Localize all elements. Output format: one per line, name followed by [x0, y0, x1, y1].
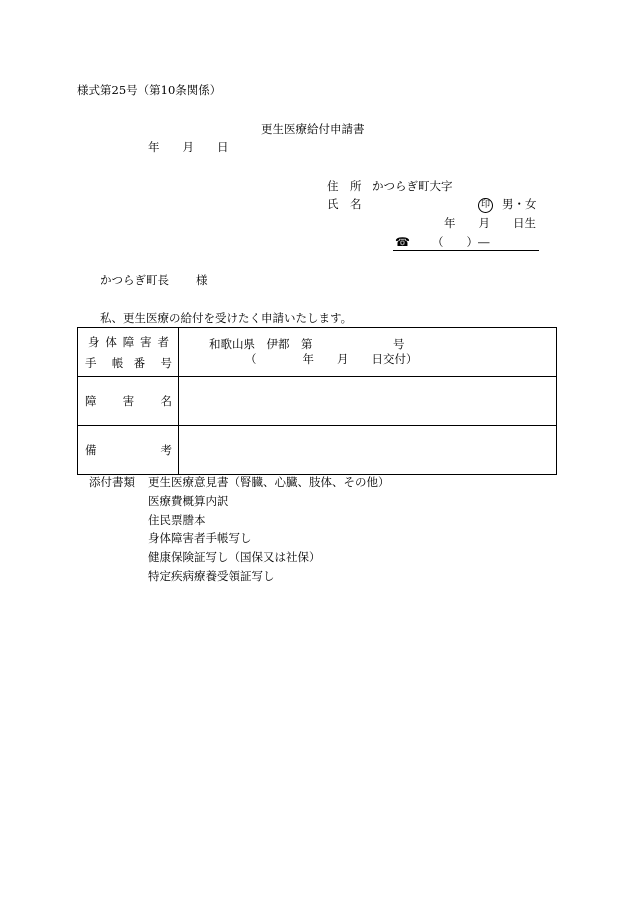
address-label: 住 所 [327, 179, 362, 193]
handbook-issuer: 和歌山県 伊都 第 号 [209, 337, 405, 351]
seal-icon: 印 [478, 198, 493, 213]
attachment-item: 特定疾病療養受領証写し [148, 569, 275, 583]
handbook-label: 身 体 障 害 者 手 帳 番 号 [78, 328, 179, 377]
disability-row [78, 377, 557, 426]
addressee-honorific: 様 [196, 273, 208, 287]
handbook-number-field[interactable] [179, 328, 557, 377]
attachments-label: 添付書類 [89, 475, 135, 489]
phone-number: （ ）― [432, 235, 490, 249]
addressee-name: かつらぎ町長 [100, 273, 169, 287]
disability-name-field[interactable] [179, 377, 557, 426]
attachment-item: 身体障害者手帳写し [148, 531, 252, 545]
phone-underline [393, 250, 539, 251]
address-value: かつらぎ町大字 [372, 179, 453, 193]
handbook-issue-date: （ 年 月 日交付） [245, 352, 418, 366]
application-date: 年 月 日 [148, 140, 229, 154]
handbook-row [78, 328, 557, 377]
attachment-item: 住民票謄本 [148, 513, 206, 527]
application-table [77, 327, 557, 475]
name-label: 氏 名 [327, 197, 362, 211]
document-title: 更生医療給付申請書 [261, 122, 365, 136]
remarks-field[interactable] [179, 426, 557, 475]
attachment-item: 医療費概算内訳 [148, 494, 229, 508]
disability-label: 障 害 名 [78, 377, 179, 426]
birth-date: 年 月 日生 [444, 216, 536, 230]
remarks-label: 備 考 [78, 426, 179, 475]
sex-selection: 男・女 [502, 197, 537, 211]
form-number: 様式第25号（第10条関係） [77, 83, 222, 97]
attachment-item: 健康保険証写し（国保又は社保） [148, 550, 321, 564]
request-statement: 私、更生医療の給付を受けたく申請いたします。 [100, 311, 353, 325]
telephone-icon: ☎ [395, 235, 410, 249]
attachment-item: 更生医療意見書（腎臓、心臓、肢体、その他） [148, 475, 390, 489]
remarks-row [78, 426, 557, 475]
